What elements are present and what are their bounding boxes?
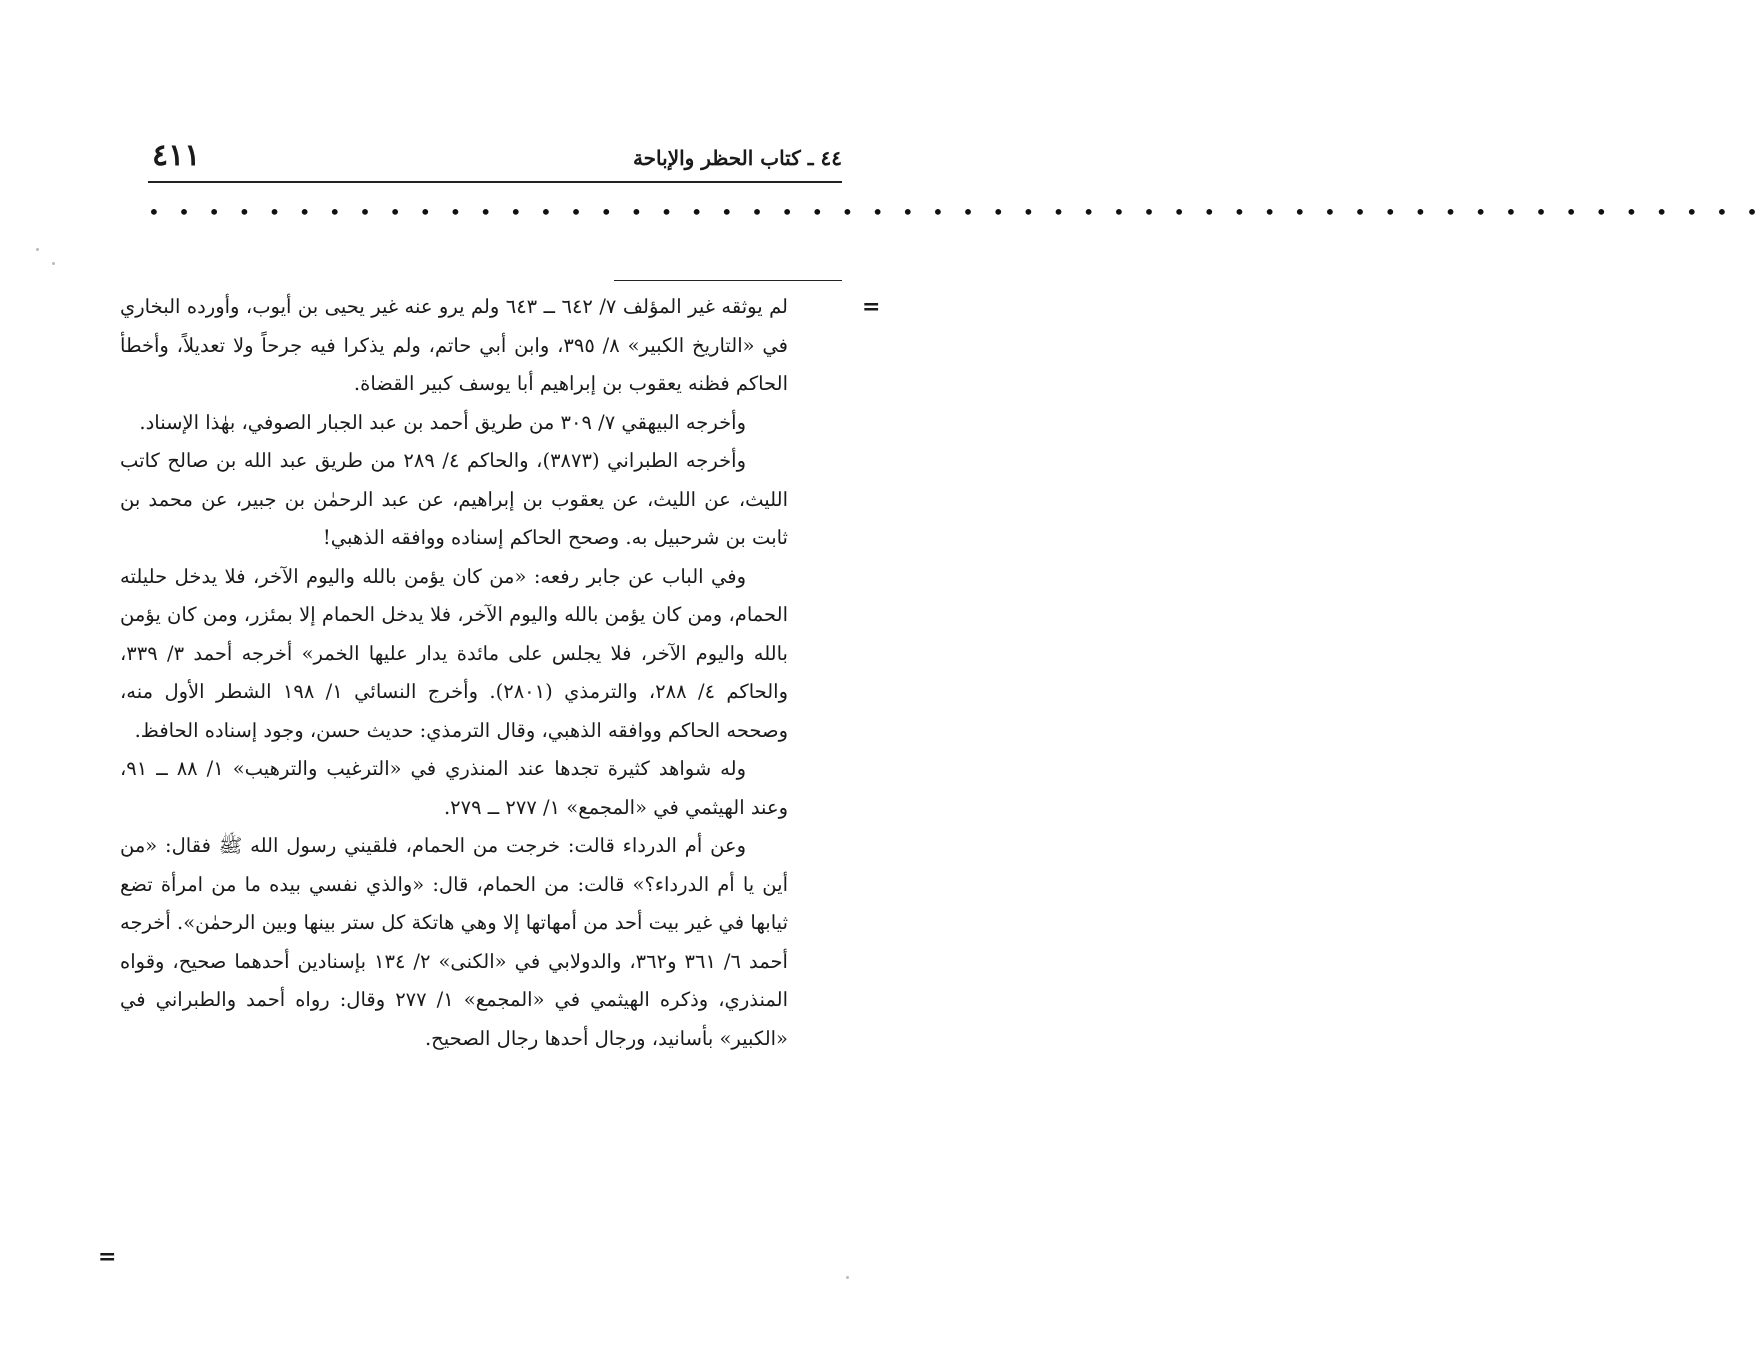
scan-speck: [36, 248, 39, 251]
scan-speck: [52, 262, 55, 265]
continuation-mark-top: =: [862, 294, 881, 320]
page-header: [148, 138, 842, 180]
continuation-mark-bottom: =: [98, 1244, 117, 1270]
paragraph: وأخرجه الطبراني (٣٨٧٣)، والحاكم ٤/ ٢٨٩ من طريق عبد الله بن صالح كاتب الليث، عن الليث، عن يعقوب بن إبراهيم، عن عبد الرحمٰن بن جبير، عن محمد بن ثابت بن شرحبيل به. وصحح الحاكم إسناده ووافقه الذهبي!: [120, 449, 788, 549]
paragraph: وله شواهد كثيرة تجدها عند المنذري في «الترغيب والترهيب» ١/ ٨٨ ــ ٩١، وعند الهيثمي في «المجمع» ١/ ٢٧٧ ــ ٢٧٩.: [120, 757, 788, 819]
scan-speck: [846, 1276, 849, 1279]
paragraph: وعن أم الدرداء قالت: خرجت من الحمام، فلقيني رسول الله ﷺ فقال: «من أين يا أم الدرداء؟» قالت: من الحمام، قال: «والذي نفسي بيده ما من امرأة تضع ثيابها في غير بيت أحد من أمهاتها إلا وهي هاتكة كل ستر بينها وبين الرحمٰن». أخرجه أحمد ٦/ ٣٦١ و٣٦٢، والدولابي في «الكنى» ٢/ ١٣٤ بإسنادين أحدهما صحيح، وقواه المنذري، وذكره الهيثمي في «المجمع» ١/ ٢٧٧ وقال: رواه أحمد والطبراني في «الكبير» بأسانيد، ورجال أحدها رجال الصحيح.: [120, 834, 788, 1050]
dotted-separator: • • • • • • • • • • • • • • • • • • • • • • • • • • • • • • • • • • • • • • • • • • • • • • • • • • • • • •: [148, 200, 1764, 224]
footnote-rule: [614, 280, 842, 281]
paragraph: وفي الباب عن جابر رفعه: «من كان يؤمن بالله واليوم الآخر، فلا يدخل حليلته الحمام، ومن كان يؤمن بالله واليوم الآخر، فلا يدخل الحمام إلا بمئزر، ومن كان يؤمن بالله واليوم الآخر، فلا يجلس على مائدة يدار عليها الخمر» أخرجه أحمد ٣/ ٣٣٩، والحاكم ٤/ ٢٨٨، والترمذي (٢٨٠١). وأخرج النسائي ١/ ١٩٨ الشطر الأول منه، وصححه الحاكم ووافقه الذهبي، وقال الترمذي: حديث حسن، وجود إسناده الحافظ.: [120, 564, 788, 742]
page-number: ٤١١: [152, 138, 201, 173]
header-rule: [148, 181, 842, 183]
paragraph: وأخرجه البيهقي ٧/ ٣٠٩ من طريق أحمد بن عبد الجبار الصوفي، بهٰذا الإسناد.: [139, 410, 746, 434]
paragraph: لم يوثقه غير المؤلف ٧/ ٦٤٢ ــ ٦٤٣ ولم يرو عنه غير يحيى بن أيوب، وأورده البخاري في «التاريخ الكبير» ٨/ ٣٩٥، وابن أبي حاتم، ولم يذكرا فيه جرحاً ولا تعديلاً، وأخطأ الحاكم فظنه يعقوب بن إبراهيم أبا يوسف كبير القضاة.: [120, 295, 788, 395]
running-title: ٤٤ ـ كتاب الحظر والإباحة: [632, 146, 842, 170]
footnote-text: [120, 288, 788, 1288]
